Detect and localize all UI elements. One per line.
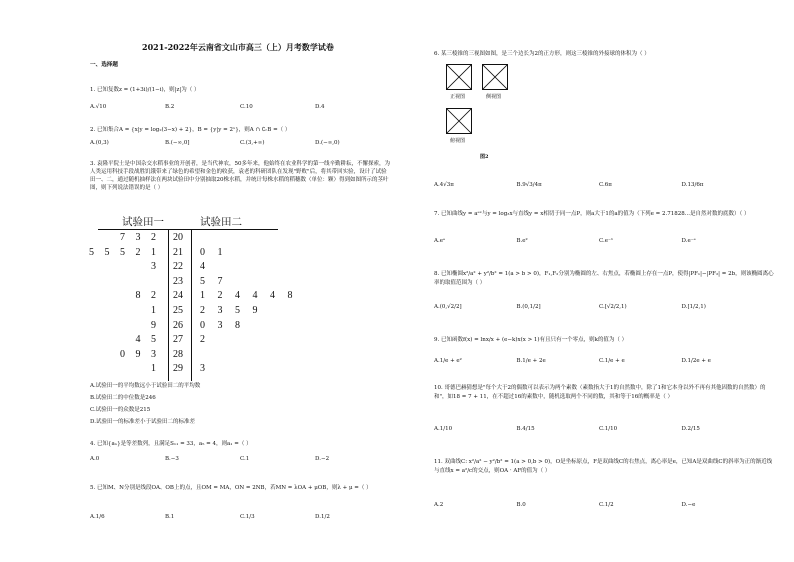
stem-value: 22	[173, 261, 183, 273]
stem-value: 24	[173, 290, 183, 302]
stem-leaves-left: 7 3 2	[120, 232, 160, 243]
stem-value: 26	[173, 319, 183, 331]
question-5: 5. 已知M、N分别是线段OA、OB上的点，且OM = MA，ON = 2NB，若MN = λOA + μOB，则λ + μ =（ ）	[90, 485, 372, 491]
stem-value: 20	[173, 232, 183, 243]
stem-row	[88, 275, 388, 290]
stem-row	[88, 289, 388, 304]
question-6-options	[434, 182, 764, 188]
option-a: A.(0,3)	[90, 140, 109, 146]
option-b: B.e²	[516, 238, 528, 244]
question-3-option-a: A.试验田一的平均数远小于试验田二的平均数	[90, 383, 201, 389]
option-b: B.1/e + 2e	[516, 358, 546, 364]
question-8-options	[434, 304, 764, 310]
question-1-options	[90, 104, 390, 110]
front-view-label: 正视图	[450, 94, 466, 100]
option-d: D.2/15	[681, 426, 700, 432]
front-view-diagonals	[447, 65, 471, 89]
stem-leaves-left: 1	[151, 363, 160, 375]
stem-value: 29	[173, 363, 183, 375]
stem-header-line	[98, 229, 278, 230]
stem-leaves-right: 1 2 4 4 4 8	[200, 290, 298, 302]
front-view	[446, 64, 472, 90]
question-10-options	[434, 426, 764, 432]
option-a: A.0	[90, 456, 100, 462]
stem-leaves-right: 0 3 8	[200, 319, 245, 331]
option-b: B.(0,1/2]	[516, 304, 541, 310]
question-3-option-b: B.试验田二的中位数是246	[90, 395, 156, 401]
stem-row	[88, 304, 388, 319]
stem-value: 23	[173, 275, 183, 287]
stem-leaves-right: 3	[200, 363, 210, 375]
option-c: C.1/e + e	[599, 358, 625, 364]
option-c: C.6π	[599, 182, 612, 188]
stem-value: 25	[173, 305, 183, 316]
question-5-options	[90, 514, 390, 520]
option-a: A.√10	[90, 104, 107, 110]
option-b: B.(−∞,0]	[165, 140, 190, 146]
option-c: C.e⁻¹	[599, 238, 614, 244]
stem-header-left: 试验田一	[122, 217, 164, 228]
question-6: 6. 某三棱锥的三视图如图，是三个边长为2的正方形，则这三棱锥的外接球的体积为（ ）	[434, 51, 650, 57]
stem-value: 21	[173, 246, 183, 258]
question-3-option-d: D.试验田一的标准差小于试验田二的标准差	[90, 419, 195, 425]
option-c: C.1/2	[599, 502, 614, 508]
option-d: D.(−∞,0)	[315, 140, 340, 146]
stem-leaves-right: 5 7	[200, 275, 228, 287]
option-b: B.2	[165, 104, 175, 110]
stem-row	[88, 348, 388, 363]
option-d: D.1/2	[315, 514, 330, 520]
option-a: A.2	[434, 502, 444, 508]
left-column	[84, 0, 404, 562]
question-2: 2. 已知集合A = {x|y = log₂(3−x) + 2}，B = {y|y = 2ˣ}，则A ∩ ∁ᵣB =（ ）	[90, 127, 291, 133]
question-9-options	[434, 358, 764, 364]
option-c: C.[√2/2,1)	[599, 304, 627, 310]
option-b: B.−3	[165, 456, 179, 462]
option-d: D.[1/2,1)	[681, 304, 706, 310]
stem-header-right: 试验田二	[200, 217, 242, 228]
option-a: A.1/6	[90, 514, 105, 520]
stem-value: 28	[173, 348, 183, 360]
option-b: B.1	[165, 514, 175, 520]
stem-leaves-right: 4	[200, 261, 210, 273]
stem-leaves-left: 8 2	[135, 290, 160, 302]
stem-leaves-left: 4 5	[135, 334, 160, 346]
question-3-option-c: C.试验田一的众数是215	[90, 407, 151, 413]
question-11: 11. 双曲线C: x²/a² − y²/b² = 1(a > 0,b > 0)，O是坐标原点，F是双曲线C的右焦点，离心率是e，已知A是双曲线C的斜率为正的渐近线与直线x = a²/c的交点，则OA · AF的值为（ ）	[434, 459, 773, 474]
option-d: D.e⁻ᵉ	[681, 238, 696, 244]
right-column	[432, 0, 777, 562]
option-a: A.4√3π	[434, 182, 454, 188]
stem-leaves-right: 2 3 5 9	[200, 305, 263, 316]
stem-leaves-left: 9	[151, 319, 160, 331]
option-c: C.(3,+∞)	[240, 140, 265, 146]
option-b: B.9√3/4π	[516, 182, 542, 188]
option-d: D.−e	[681, 502, 696, 508]
question-4-options	[90, 456, 390, 462]
exam-title: 2021-2022年云南省文山市高三（上）月考数学试卷	[142, 42, 334, 52]
stem-row	[88, 362, 388, 377]
question-1: 1. 已知复数z = (1+3i)/(1−i)，则|z|为（ ）	[90, 87, 200, 93]
option-c: C.1/3	[240, 514, 255, 520]
side-view-label: 侧视图	[486, 94, 502, 100]
section-heading: 一、选择题	[90, 62, 118, 68]
option-d: D.4	[315, 104, 325, 110]
top-view	[446, 108, 472, 134]
stem-leaf-plot	[88, 210, 388, 382]
stem-row	[88, 231, 388, 246]
option-b: B.0	[516, 502, 526, 508]
question-7-options	[434, 238, 764, 244]
stem-leaves-left: 3	[151, 261, 160, 273]
side-view-diagonals	[483, 65, 507, 89]
stem-value: 27	[173, 334, 183, 346]
option-d: D.1/2e + e	[681, 358, 711, 364]
stem-leaves-right: 0 1	[200, 246, 228, 258]
stem-leaves-left: 5 5 5 2 1	[89, 246, 160, 258]
option-d: D.13/6π	[681, 182, 704, 188]
question-9: 9. 已知函数f(x) = lnx/x + (e−k)x(x > 1)有且只有一个零点，则k的值为（ ）	[434, 337, 628, 343]
figure-caption: 图2	[480, 154, 489, 160]
stem-row	[88, 333, 388, 348]
option-a: A.(0,√2/2]	[434, 304, 462, 310]
option-a: A.1/10	[434, 426, 453, 432]
question-8: 8. 已知椭圆x²/a² + y²/b² = 1(a > b > 0)，F₁,F₂分别为椭圆的左、右焦点，若椭圆上存在一点P，使得|PF₁|−|PF₂| = 2b，则该椭圆离心率的取值范围为（ ）	[434, 271, 774, 286]
option-c: C.1	[240, 456, 250, 462]
question-11-options	[434, 502, 764, 508]
stem-leaves-left: 1	[151, 305, 160, 316]
stem-leaves-right: 2	[200, 334, 210, 346]
stem-leaves-left: 0 9 3	[120, 348, 160, 360]
option-a: A.1/e + e²	[434, 358, 462, 364]
question-3: 3. 袁隆平院士是中国杂交水稻事业的开创者，是当代神农，50多年来，他始终在农业科学的第一线辛勤耕耘，不懈探索，为人类运用科技手段战胜饥饿带来了绿色的希望和金色的收获，袁老的科研团队在发现"野败"后，将其带回实验，设计了试验田一、二，通过随机抽样法在两块试验田中分别抽取20株水稻，并统计每株水稻的稻穗数（单位：颗）得到如图所示的茎叶图，则下列说法错误的是（ ）	[90, 161, 390, 191]
question-10: 10. 哥德巴赫猜想是"每个大于2的偶数可以表示为两个素数（素数指大于1的自然数中，除了1和它本身以外不再有其他因数的自然数）的和"，如18 = 7 + 11，在不超过16的素数中，随机选取两个不同的数，其和等于16的概率是（ ）	[434, 385, 766, 400]
side-view	[482, 64, 508, 90]
stem-row	[88, 319, 388, 334]
three-views-figure	[446, 64, 546, 164]
question-2-options	[90, 140, 390, 146]
stem-row	[88, 246, 388, 261]
option-d: D.−2	[315, 456, 330, 462]
option-c: C.1/10	[599, 426, 618, 432]
question-7: 7. 已知曲线y = aᵉˣ与y = log₃x与直线y = x相切于同一点P，则a大于1的a的值为（下列e = 2.71828...是自然对数的底数）（ ）	[434, 211, 750, 217]
option-a: A.eᵉ	[434, 238, 446, 244]
top-view-label: 俯视图	[450, 138, 466, 144]
top-view-diagonals	[447, 109, 471, 133]
option-c: C.10	[240, 104, 253, 110]
question-4: 4. 已知{aₙ}是等差数列，且满足S₁₁ = 33，a₅ = 4，则a₁ =（ ）	[90, 441, 252, 447]
option-b: B.4/15	[516, 426, 535, 432]
stem-row	[88, 260, 388, 275]
